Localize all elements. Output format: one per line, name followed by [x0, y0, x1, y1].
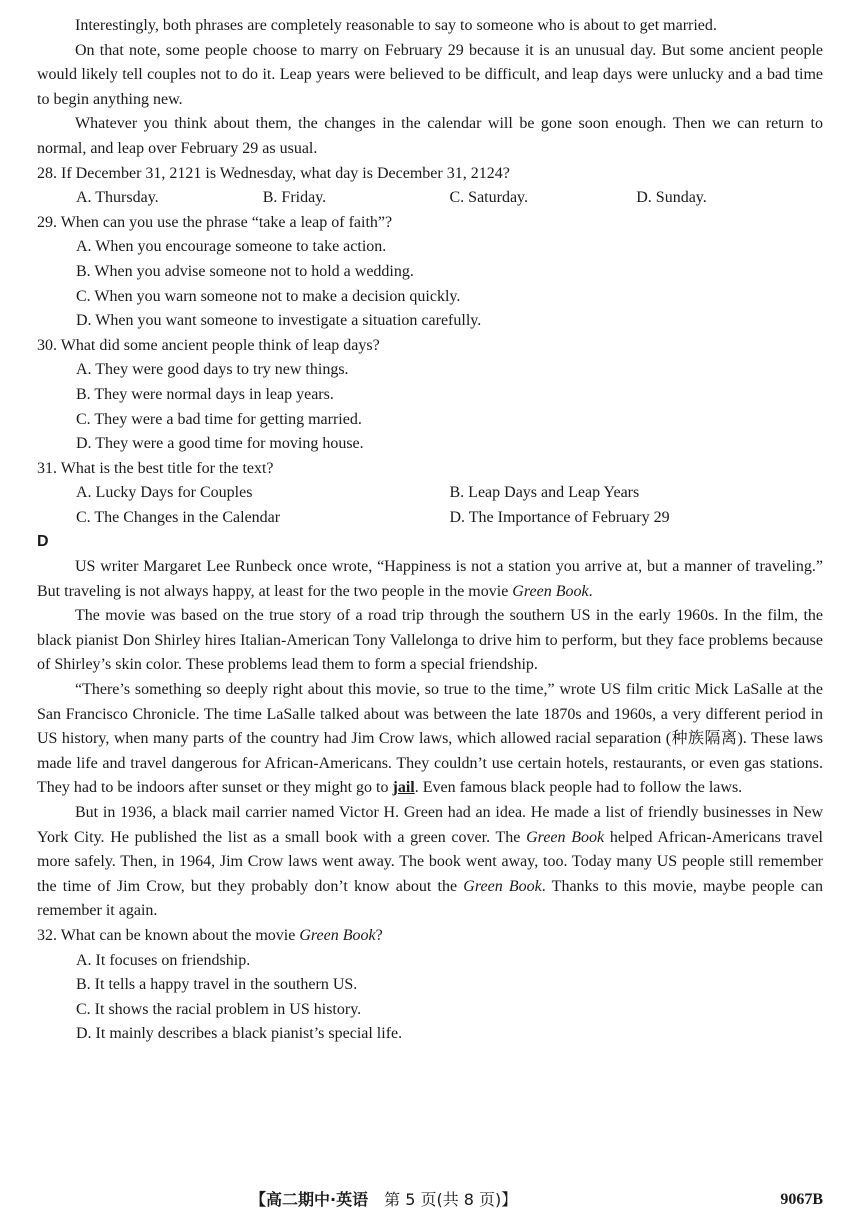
option-c: C. When you warn someone not to make a decision quickly.: [76, 287, 461, 305]
option-b: B. When you advise someone not to hold a wedding.: [76, 262, 414, 280]
passage-c-paragraph: Whatever you think about them, the changes in the calendar will be gone soon enough. Then we can return to normal, and leap over February 29 as usual.: [37, 115, 823, 157]
option-a: A. Thursday.: [76, 189, 159, 207]
option-b: B. Leap Days and Leap Years: [449, 484, 640, 502]
option-b: B. They were normal days in leap years.: [76, 385, 334, 403]
option-b: B. Friday.: [262, 189, 327, 207]
passage-d-paragraph: The movie was based on the true story of a road trip through the southern US in the early 1960s. In the film, the black pianist Don Shirley hires Italian-American Tony Vallelonga to drive him to perform, but they face problems because of Shirley’s skin color. These problems lead them to form a special friendship.: [37, 607, 823, 674]
question-29-stem: 29. When can you use the phrase “take a leap of faith”?: [37, 213, 393, 231]
option-d: D. It mainly describes a black pianist’s special life.: [76, 1025, 403, 1043]
option-d: D. They were a good time for moving house.: [76, 435, 364, 453]
footer-paper-code: 9067B: [780, 1191, 823, 1208]
footer-page-info: [250, 1188, 517, 1213]
option-c: C. It shows the racial problem in US history.: [76, 1000, 362, 1018]
book-title: Green Book: [526, 828, 605, 846]
passage-d-paragraph: [37, 801, 823, 924]
passage-c-paragraph: On that note, some people choose to marry on February 29 because it is an unusual day. But some ancient people would likely tell couples not to do it. Leap years were believed to be difficult, and leap days were unlucky and a bad time to begin anything new.: [37, 41, 823, 108]
text-run: 32. What can be known about the movie: [37, 926, 300, 944]
question-31-options-row2: [37, 506, 823, 531]
text-run: . Thanks to this movie, maybe people can remember it again.: [37, 877, 823, 920]
question-28-options: [37, 186, 823, 211]
underlined-word: jail: [392, 779, 415, 797]
option-a: A. They were good days to try new things.: [76, 361, 349, 379]
book-title: Green Book: [463, 877, 542, 895]
section-d-heading: D: [37, 533, 49, 551]
page-footer: [0, 1188, 860, 1214]
text-run: ?: [375, 926, 383, 944]
option-d: D. Sunday.: [636, 189, 707, 207]
option-c: C. Saturday.: [449, 189, 529, 207]
text-run: “There’s something so deeply right about this movie, so true to the time,” wrote US film critic Mick LaSalle at the San Francisco Chronicle. The time LaSalle talked about was between the late 1870s and 1960s, a very different period in US history, when many parts of the country had Jim Crow laws, which allowed racial separation (种族隔离). These laws made life and travel dangerous for African-Americans. They couldn’t use certain hotels, restaurants, or even gas stations. They had to be indoors after sunset or they might go to: [37, 681, 823, 797]
footer-page-number: 第 5 页(共 8 页)】: [368, 1190, 518, 1209]
footer-exam-name: 【高二期中·: [250, 1190, 337, 1209]
option-c: C. They were a bad time for getting married.: [76, 410, 362, 428]
passage-d-paragraph: [37, 555, 823, 604]
question-31-options-row1: [37, 481, 823, 506]
text-run: US writer Margaret Lee Runbeck once wrote, “Happiness is not a station you arrive at, but a manner of traveling.” But traveling is not always happy, at least for the two people in the movie: [37, 558, 823, 600]
movie-title: Green Book: [299, 926, 376, 944]
option-a: A. When you encourage someone to take action.: [76, 238, 387, 256]
option-b: B. It tells a happy travel in the southern US.: [76, 976, 358, 994]
option-a: A. It focuses on friendship.: [76, 951, 251, 969]
option-d: D. The Importance of February 29: [449, 508, 670, 526]
question-28-stem: 28. If December 31, 2121 is Wednesday, what day is December 31, 2124?: [37, 164, 510, 182]
option-d: D. When you want someone to investigate a situation carefully.: [76, 312, 482, 330]
question-31-stem: 31. What is the best title for the text?: [37, 459, 274, 477]
text-run: . Even famous black people had to follow the laws.: [414, 779, 743, 797]
text-run: .: [588, 582, 593, 600]
option-a: A. Lucky Days for Couples: [76, 484, 253, 502]
page-content: [37, 14, 823, 1047]
text-run: But in 1936, a black mail carrier named Victor H. Green had an idea. He made a list of friendly businesses in New York City. He published the list as a small book with a green cover. The: [37, 804, 823, 846]
passage-d-paragraph: [37, 678, 823, 801]
footer-subject: 英语: [336, 1190, 369, 1209]
question-32-stem: [37, 924, 823, 949]
text-run: helped African-Americans travel more safely. Then, in 1964, Jim Crow laws went away. The book went away, too. Today many US people still remember the time of Jim Crow, but they probably don’t know about the: [37, 828, 823, 895]
movie-title: Green Book: [512, 582, 589, 600]
question-30-stem: 30. What did some ancient people think of leap days?: [37, 336, 380, 354]
option-c: C. The Changes in the Calendar: [76, 508, 281, 526]
passage-c-paragraph: Interestingly, both phrases are completely reasonable to say to someone who is about to get married.: [75, 17, 717, 34]
